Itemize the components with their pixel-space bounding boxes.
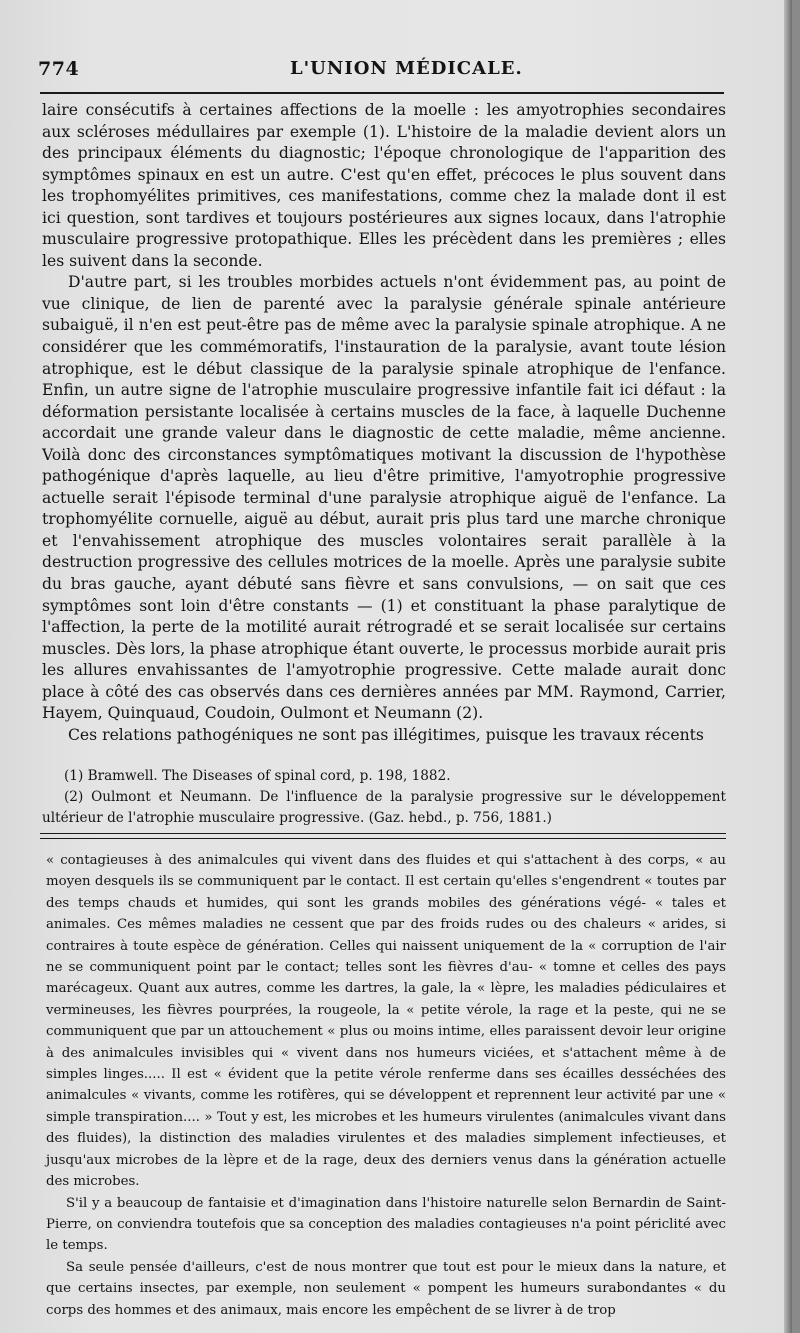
footnotes [42,766,726,829]
body-paragraph-2: D'autre part, si les troubles morbides actuels n'ont évidemment pas, au point de vue clinique, de lien de parenté avec la paralysie générale spinale antérieure subaiguë, il n'en est peut-être pas de même avec la paralysie spinale atrophique. A ne considérer que les commémoratifs, l'instauration de la paralysie, avant toute lésion atrophique, est le début classique de la paralysie spinale atrophique de l'enfance. Enfin, un autre signe de l'atrophie musculaire progressive infantile fait ici défaut : la déformation persistante localisée à certains muscles de la face, à laquelle Duchenne accordait une grande valeur dans le diagnostic de cette maladie, même ancienne. Voilà donc des circonstances symptômatiques motivant la discussion de l'hypothèse pathogénique d'après laquelle, au lieu d'être primitive, l'amyotrophie progressive actuelle serait l'épisode terminal d'une paralysie atrophique aiguë de l'enfance. La trophomyélite cornuelle, aiguë au début, aurait pris plus tard une marche chronique et l'envahissement atrophique des muscles volontaires serait parallèle à la destruction progressive des cellules motrices de la moelle. Après une paralysie subite du bras gauche, ayant débuté sans fièvre et sans convulsions, — on sait que ces symptômes sont loin d'être constants — (1) et constituant la phase paralytique de l'affection, la perte de la motilité aurait rétrogradé et se serait localisée sur certains muscles. Dès lors, la phase atrophique étant ouverte, le processus morbide aurait pris les allures envahissantes de l'amyotrophie progressive. Cette malade aurait donc place à côté des cas observés dans ces dernières années par MM. Raymond, Carrier, Hayem, Quinquaud, Coudoin, Oulmont et Neumann (2). [42,273,726,723]
journal-title: L'UNION MÉDICALE. [290,58,523,79]
feuilleton-separator-rule [40,833,726,839]
page-number: 774 [38,58,80,80]
feuilleton-text [46,850,726,1321]
feuilleton-paragraph-3: Sa seule pensée d'ailleurs, c'est de nous montrer que tout est pour le mieux dans la nature, et que certains insectes, par exemple, non seulement « pompent les humeurs surabondantes « du corps des hommes et des animaux, mais encore les empêchent de se livrer à de trop [46,1259,726,1318]
feuilleton-paragraph-1: « contagieuses à des animalcules qui vivent dans des fluides et qui s'attachent à des corps, « au moyen desquels ils se communiquent par le contact. Il est certain qu'elles s'engendrent « toutes par des temps chauds et humides, qui sont les grands mobiles des générations végé- « tales et animales. Ces mêmes maladies ne cessent que par des froids rudes ou des chaleurs « arides, si contraires à toute espèce de génération. Celles qui naissent uniquement de la « corruption de l'air ne se communiquent point par le contact; telles sont les fièvres d'au- « tomne et celles des pays marécageux. Quant aux autres, comme les dartres, la gale, la « lèpre, les maladies pédiculaires et vermineuses, les fièvres pourprées, la rougeole, la « petite vérole, la rage et la peste, qui ne se communiquent que par un attouchement « plus ou moins intime, elles paraissent devoir leur origine à des animalcules invisibles qui « vivent dans nos humeurs viciées, et s'attachent même à de simples linges..... Il est « évident que la petite vérole renferme dans ses écailles desséchées des animalcules « vivants, comme les rotifères, qui se développent et reprennent leur activité par une « simple transpiration.... » Tout y est, les microbes et les humeurs virulentes (animalcules vivant dans des fluides), la distinction des maladies virulentes et des maladies simplement infectieuses, et jusqu'aux microbes de la lèpre et de la rage, deux des derniers venus dans la génération actuelle des microbes. [46,853,726,1190]
header-rule [40,92,724,94]
main-article-text [42,100,726,746]
page-edge-shadow [784,0,792,1333]
running-head [38,56,728,86]
body-paragraph-1: laire consécutifs à certaines affections de la moelle : les amyotrophies secondaires aux scléroses médullaires par exemple (1). L'histoire de la maladie devient alors un des principaux éléments du diagnostic; l'époque chronologique de l'apparition des symptômes spinaux en est un autre. C'est qu'en effet, précoces le plus souvent dans les trophomyélites primitives, ces manifestations, comme chez la malade dont il est ici question, sont tardives et toujours postérieures aux signes locaux, dans l'atrophie musculaire progressive protopathique. Elles les précèdent dans les premières ; elles les suivent dans la seconde. [42,101,726,270]
body-paragraph-3: Ces relations pathogéniques ne sont pas illégitimes, puisque les travaux récents [68,725,704,744]
footnote-1: (1) Bramwell. The Diseases of spinal cord, p. 198, 1882. [64,768,451,784]
feuilleton-paragraph-2: S'il y a beaucoup de fantaisie et d'imagination dans l'histoire naturelle selon Bernardin de Saint-Pierre, on conviendra toutefois que sa conception des maladies contagieuses n'a point périclité avec le temps. [46,1195,726,1254]
footnote-2: (2) Oulmont et Neumann. De l'influence de la paralysie progressive sur le développement ultérieur de l'atrophie musculaire progressive. (Gaz. hebd., p. 756, 1881.) [42,789,726,826]
